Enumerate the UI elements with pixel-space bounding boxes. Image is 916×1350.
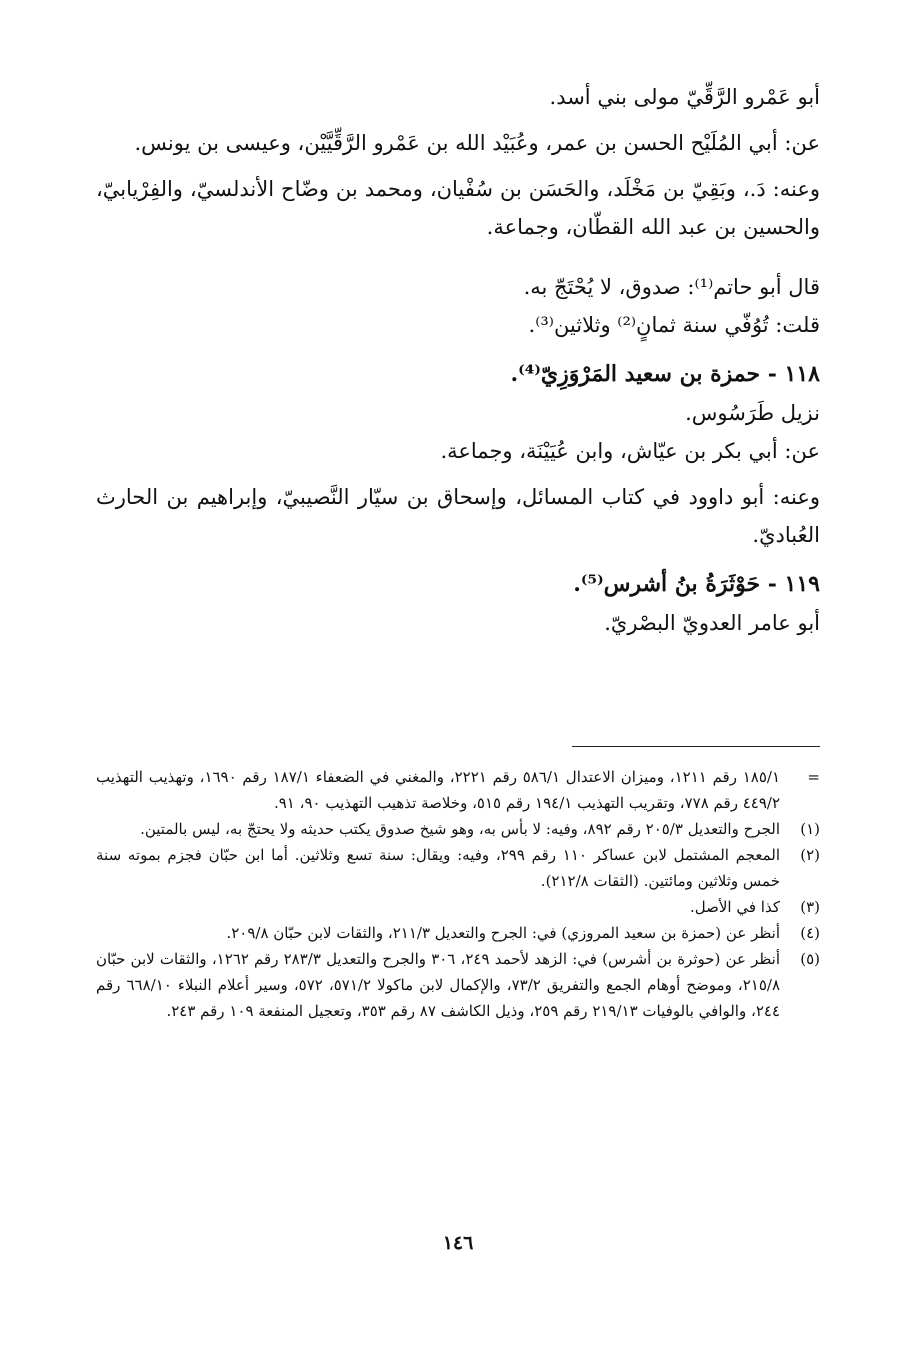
footnote — [96, 920, 820, 946]
quote-line: قال أبو حاتم⁽¹⁾: صدوق، لا يُحْتَجّ به. — [523, 275, 820, 299]
footnote-text: الجرح والتعديل ٢٠٥/٣ رقم ٨٩٢، وفيه: لا بأس به، وهو شيخ صدوق يكتب حديثه ولا يحتجّ به، ليس بالمتين. — [140, 820, 780, 838]
students-paragraph: وعنه: دَ.، وبَقِيّ بن مَخْلَد، والحَسَن بن سُفْيان، ومحمد بن وضّاح الأندلسيّ، والفِرْيابيّ، والحسين بن عبد الله القطّان، وجماعة. — [96, 177, 820, 239]
footnote-text: أنظر عن (حمزة بن سعيد المروزي) في: الجرح والتعديل ٢١١/٣، والثقات لابن حبّان ٢٠٩/٨. — [226, 924, 780, 942]
footnote-text: ١٨٥/١ رقم ١٢١١، وميزان الاعتدال ٥٨٦/١ رقم ٢٢٢١، والمغني في الضعفاء ١٨٧/١ رقم ١٦٩٠، وتهذيب التهذيب ٤٤٩/٢ رقم ٧٧٨، وتقريب التهذيب ١٩٤/١ رقم ٥١٥، وخلاصة تذهيب التهذيب ٩٠، ٩١. — [96, 768, 781, 812]
page-number: ١٤٦ — [442, 1232, 474, 1254]
death-line: قلت: تُوُفّي سنة ثمانٍ⁽²⁾ وثلاثين⁽³⁾. — [528, 313, 820, 337]
footnote-number: (٤) — [800, 924, 820, 942]
footnote-text: المعجم المشتمل لابن عساكر ١١٠ رقم ٢٩٩، وفيه: ويقال: سنة تسع وثلاثين. أما ابن حبّان فجزم بموته سنة خمس وثلاثين ومائتين. (الثقات ٢١٢/٨). — [96, 846, 781, 890]
footnote-number: (٥) — [800, 950, 820, 968]
main-text — [96, 78, 820, 650]
footnote-text: أنظر عن (حوثرة بن أشرس) في: الزهد لأحمد ٢٤٩، ٣٠٦ والجرح والتعديل ٢٨٣/٣ رقم ١٢٦٢، والثقات لابن حبّان ٢١٥/٨، وموضح أوهام الجمع والتفريق ٧٣/٢، والإكمال لابن ماكولا ٥٧١/٢، ٥٧٢، وسير أعلام النبلاء ٦٦٨/١٠ رقم ٢٤٤، والوافي بالوفيات ٢١٩/١٣ رقم ٢٥٩، وذيل الكاشف ٨٧ رقم ٣٥٣، وتعجيل المنفعة ١٠٩ رقم ٢٤٣. — [96, 950, 781, 1020]
footnote — [96, 946, 820, 1024]
teachers-line: عن: أبي بكر بن عيّاش، وابن عُيَيْنَة، وجماعة. — [440, 439, 820, 463]
footnote-separator — [572, 746, 820, 747]
footnote — [96, 816, 820, 842]
teachers-paragraph: عن: أبي المُلَيْح الحسن بن عمر، وعُبَيْد الله بن عَمْرو الرَّقِّيَّيْن، وعيسى بن يونس. — [134, 131, 820, 155]
entry-heading-119: ١١٩ - حَوْثَرَةُ بنُ أشرس⁽⁵⁾. — [573, 571, 820, 597]
entry-heading-118: ١١٨ - حمزة بن سعيد المَرْوَزِيّ⁽⁴⁾. — [510, 361, 820, 387]
footnote-number: (١) — [800, 820, 820, 838]
footnote-text: كذا في الأصل. — [690, 898, 780, 916]
footnote-number: (٢) — [800, 846, 820, 864]
footnotes — [96, 764, 820, 1024]
footnote-number: (٣) — [800, 898, 820, 916]
footnote — [96, 842, 820, 894]
footnote — [96, 894, 820, 920]
footnote — [96, 764, 820, 816]
residence-line: نزيل طَرَسُوس. — [685, 401, 820, 425]
bio-line-2: أبو عامر العدويّ البصْريّ. — [604, 611, 820, 635]
students-paragraph-2: وعنه: أبو داوود في كتاب المسائل، وإسحاق بن سيّار النَّصيبيّ، وإبراهيم بن الحارث العُباديّ. — [96, 485, 820, 547]
bio-line: أبو عَمْرو الرَّقِّيّ مولى بني أسد. — [549, 85, 820, 109]
footnote-number: = — [807, 768, 820, 786]
